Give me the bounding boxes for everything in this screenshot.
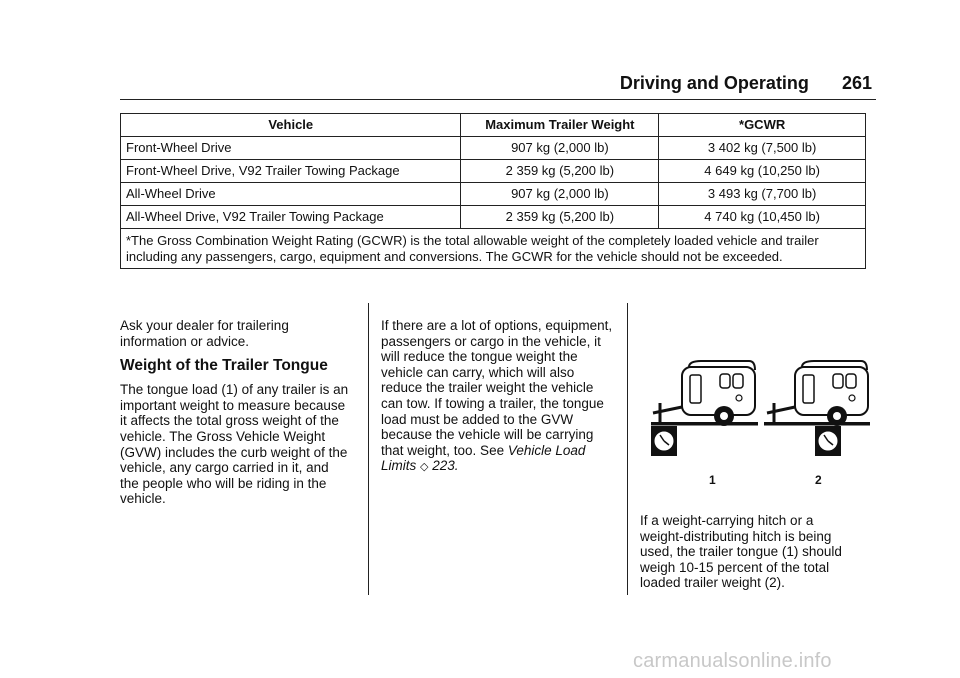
- table-cell: 4 740 kg (10,450 lb): [659, 206, 866, 229]
- trailer-2-icon: [764, 361, 870, 456]
- table-cell: Front-Wheel Drive, V92 Trailer Towing Package: [121, 160, 461, 183]
- column-3: [640, 513, 860, 591]
- column-2: [381, 318, 616, 476]
- intro-paragraph: Ask your dealer for trailering information or advice.: [120, 318, 289, 349]
- table-row: [121, 137, 866, 160]
- section-title: Driving and Operating: [619, 73, 809, 93]
- watermark: carmanualsonline.info: [633, 650, 832, 672]
- page-header: [620, 73, 872, 94]
- trailer-weight-table: [120, 113, 866, 269]
- header-rule: [120, 99, 876, 100]
- table-row: [121, 206, 866, 229]
- column-divider: [627, 303, 628, 595]
- page-number: 261: [841, 73, 872, 93]
- reference-arrow-icon: ◇: [420, 461, 429, 474]
- table-cell: 2 359 kg (5,200 lb): [461, 160, 659, 183]
- trailer-1-icon: [651, 361, 758, 456]
- body-paragraph: The tongue load (1) of any trailer is an important weight to measure because it affects the total gross weight of the vehicle. The Gross Vehicle Weight (GVW) includes the curb weight of the vehicle, any cargo carried in it, and the people who will be riding in the vehicle.: [120, 382, 349, 507]
- column-1: [120, 318, 350, 507]
- table-cell: 3 493 kg (7,700 lb): [659, 183, 866, 206]
- body-paragraph: If a weight-carrying hitch or a weight-distributing hitch is being used, the trailer tongue (1) should weigh 10-15 percent of the total loaded trailer weight (2).: [640, 513, 842, 591]
- reference-page: 223.: [432, 458, 459, 474]
- body-text: If there are a lot of options, equipment, passengers or cargo in the vehicle, it will reduce the tongue weight the vehicle can carry, which will also reduce the trailer weight the vehicle can tow. If towing a trailer, the tongue load must be added to the GVW because the vehicle will be carrying that weight, too. See: [381, 318, 613, 458]
- callout-1: 1: [709, 473, 716, 487]
- body-paragraph: [381, 318, 616, 476]
- table-cell: 907 kg (2,000 lb): [461, 137, 659, 160]
- table-cell: All-Wheel Drive: [121, 183, 461, 206]
- table-cell: 3 402 kg (7,500 lb): [659, 137, 866, 160]
- table-footnote: *The Gross Combination Weight Rating (GCWR) is the total allowable weight of the completely loaded vehicle and trailer including any passengers, cargo, equipment and conversions. The GCWR for the vehicle should not be exceeded.: [121, 229, 866, 269]
- table-cell: All-Wheel Drive, V92 Trailer Towing Package: [121, 206, 461, 229]
- table-cell: 907 kg (2,000 lb): [461, 183, 659, 206]
- section-heading: Weight of the Trailer Tongue: [120, 357, 328, 375]
- column-header: Vehicle: [121, 114, 461, 137]
- table-row: [121, 160, 866, 183]
- trailer-tongue-scale-illustration: [645, 358, 870, 486]
- cross-reference-link[interactable]: Vehicle Load Limits: [381, 442, 586, 474]
- table-cell: Front-Wheel Drive: [121, 137, 461, 160]
- column-header: *GCWR: [659, 114, 866, 137]
- column-header: Maximum Trailer Weight: [461, 114, 659, 137]
- table-header-row: [121, 114, 866, 137]
- callout-2: 2: [815, 473, 822, 487]
- table-footnote-row: [121, 229, 866, 269]
- column-divider: [368, 303, 369, 595]
- table-cell: 2 359 kg (5,200 lb): [461, 206, 659, 229]
- table-cell: 4 649 kg (10,250 lb): [659, 160, 866, 183]
- table-row: [121, 183, 866, 206]
